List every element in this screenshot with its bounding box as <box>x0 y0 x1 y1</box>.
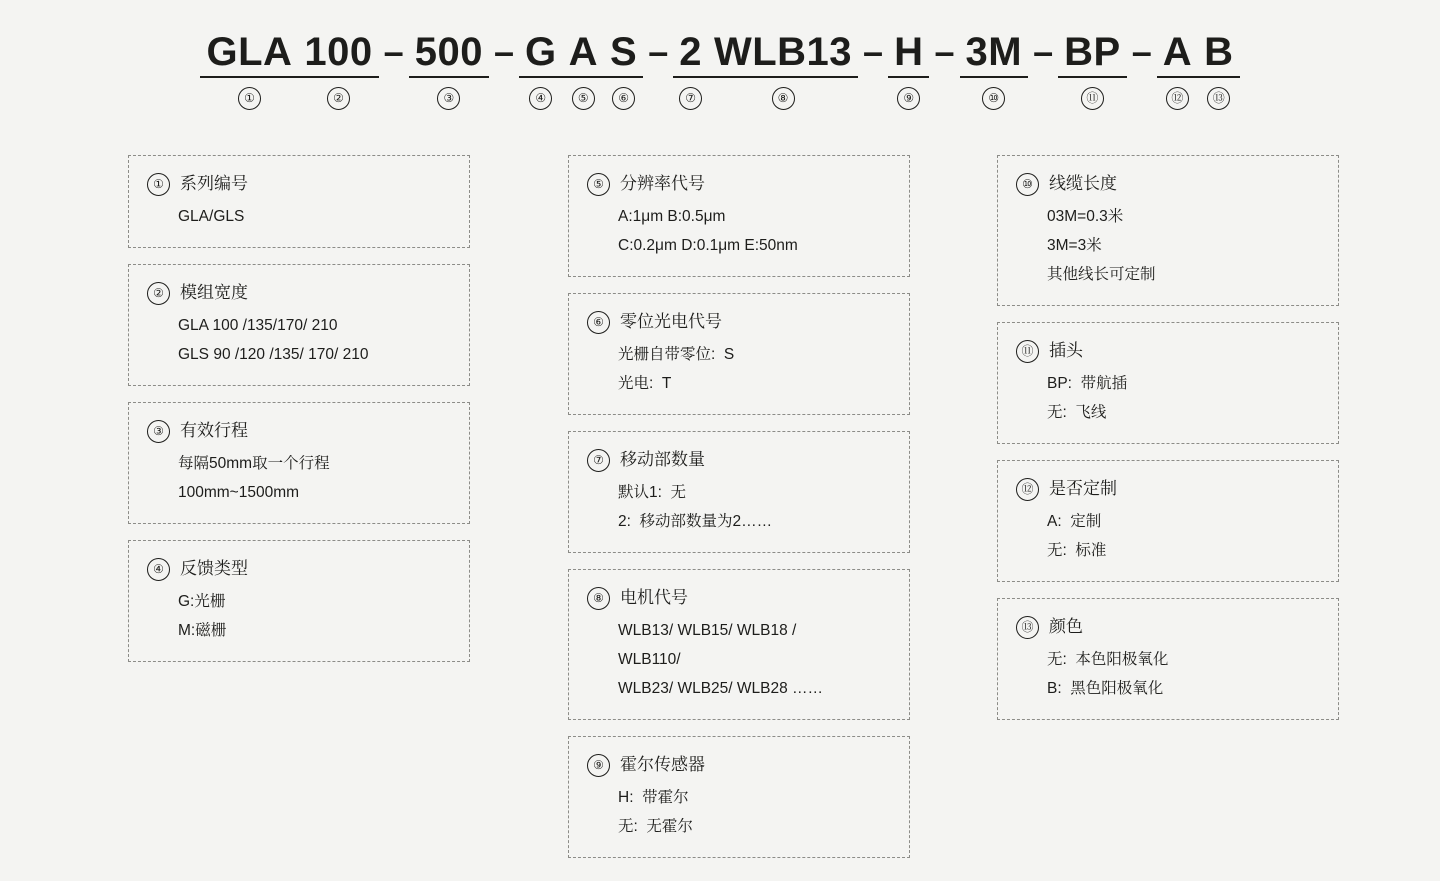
legend-box-header <box>147 419 451 443</box>
legend-box-title: 模组宽度 <box>180 283 248 302</box>
legend-box-line: WLB110/ <box>618 651 681 668</box>
code-index-marker: ④ <box>529 87 552 110</box>
code-token: GLA <box>200 28 298 78</box>
code-token: A <box>1157 28 1198 78</box>
code-index-marker: ⑪ <box>1081 87 1104 110</box>
code-separator-dash: – <box>934 31 955 72</box>
code-separator-dash: – <box>493 31 514 72</box>
code-token: 2 <box>673 28 708 78</box>
legend-index-marker: ⑪ <box>1016 340 1039 363</box>
code-segment-7 <box>673 28 708 110</box>
legend-index-marker: ③ <box>147 420 170 443</box>
legend-box-header <box>147 172 451 196</box>
legend-box-header <box>587 310 891 334</box>
legend-box-title: 有效行程 <box>180 421 248 440</box>
code-index-marker: ① <box>238 87 261 110</box>
legend-index-marker: ⑤ <box>587 173 610 196</box>
code-token: 500 <box>409 28 489 78</box>
legend-box-line: WLB23/ WLB25/ WLB28 …… <box>618 680 824 697</box>
legend-box-title: 零位光电代号 <box>620 312 722 331</box>
legend-box-title: 分辨率代号 <box>620 174 705 193</box>
legend-index-marker: ⑨ <box>587 754 610 777</box>
code-token: S <box>604 28 643 78</box>
legend-box <box>568 736 910 858</box>
legend-box <box>568 431 910 553</box>
legend-column-2 <box>568 155 910 874</box>
legend-box-line: 无: 无霍尔 <box>618 818 693 835</box>
legend-index-marker: ⑦ <box>587 449 610 472</box>
legend-box <box>997 460 1339 582</box>
code-token: WLB13 <box>708 28 858 78</box>
legend-box-line: 3M=3米 <box>1047 237 1102 254</box>
legend-box-header <box>1016 615 1320 639</box>
code-token: 100 <box>298 28 378 78</box>
code-separator-dash: – <box>648 31 669 72</box>
code-separator-dash: – <box>1033 31 1054 72</box>
code-segment-3 <box>409 28 489 110</box>
code-token: 3M <box>960 28 1029 78</box>
legend-box-title: 颜色 <box>1049 617 1083 636</box>
code-segment-13 <box>1198 28 1239 110</box>
legend-index-marker: ⑬ <box>1016 616 1039 639</box>
legend-index-marker: ⑧ <box>587 587 610 610</box>
code-index-marker: ⑧ <box>772 87 795 110</box>
legend-index-marker: ⑩ <box>1016 173 1039 196</box>
code-token: G <box>519 28 563 78</box>
legend-box-title: 线缆长度 <box>1049 174 1117 193</box>
code-segment-10 <box>960 28 1029 110</box>
code-separator-dash: – <box>1131 31 1152 72</box>
code-token: BP <box>1058 28 1127 78</box>
legend-box <box>128 155 470 248</box>
legend-box-title: 插头 <box>1049 341 1083 360</box>
legend-box-header <box>587 586 891 610</box>
legend-index-marker: ⑥ <box>587 311 610 334</box>
legend-box-line: 每隔50mm取一个行程 <box>178 455 330 472</box>
code-index-marker: ② <box>327 87 350 110</box>
legend-box <box>128 402 470 524</box>
code-segment-11 <box>1058 28 1127 110</box>
legend-index-marker: ② <box>147 282 170 305</box>
legend-box <box>997 322 1339 444</box>
code-separator-dash: – <box>863 31 884 72</box>
code-index-marker: ⑬ <box>1207 87 1230 110</box>
code-segment-12 <box>1157 28 1198 110</box>
legend-box-line: 无: 本色阳极氧化 <box>1047 651 1169 668</box>
legend-box-title: 是否定制 <box>1049 479 1117 498</box>
legend-box-line: 默认1: 无 <box>618 484 687 501</box>
legend-box-title: 系列编号 <box>180 174 248 193</box>
model-code-line <box>0 28 1440 128</box>
legend-box-title: 反馈类型 <box>180 559 248 578</box>
legend-box-header <box>147 281 451 305</box>
code-index-marker: ⑨ <box>897 87 920 110</box>
legend-box-line: H: 带霍尔 <box>618 789 689 806</box>
legend-box-line: G:光栅 <box>178 593 226 610</box>
code-index-marker: ⑩ <box>982 87 1005 110</box>
legend-box-header <box>1016 477 1320 501</box>
code-token: B <box>1198 28 1239 78</box>
code-segment-4 <box>519 28 563 110</box>
code-separator-dash: – <box>383 31 404 72</box>
legend-box-line: 无: 标准 <box>1047 542 1107 559</box>
legend-box-header <box>587 172 891 196</box>
legend-box-line: A:1μm B:0.5μm <box>618 208 726 225</box>
code-segment-6 <box>604 28 643 110</box>
legend-box <box>568 155 910 277</box>
legend-box-title: 霍尔传感器 <box>620 755 705 774</box>
legend-box-title: 移动部数量 <box>620 450 705 469</box>
legend-box-header <box>587 753 891 777</box>
code-token: H <box>888 28 929 78</box>
legend-box-line: M:磁栅 <box>178 622 227 639</box>
legend-box-title: 电机代号 <box>620 588 688 607</box>
legend-box-line: GLA/GLS <box>178 208 245 225</box>
legend-box-line: GLA 100 /135/170/ 210 <box>178 317 338 334</box>
legend-box <box>997 598 1339 720</box>
legend-box-header <box>1016 339 1320 363</box>
legend-box-header <box>587 448 891 472</box>
legend-box-header <box>147 557 451 581</box>
code-token: A <box>563 28 604 78</box>
legend-box-line: 2: 移动部数量为2…… <box>618 513 773 530</box>
legend-index-marker: ① <box>147 173 170 196</box>
code-index-marker: ⑦ <box>679 87 702 110</box>
code-segment-1 <box>200 28 298 110</box>
code-segment-2 <box>298 28 378 110</box>
legend-box <box>568 569 910 720</box>
code-index-marker: ⑥ <box>612 87 635 110</box>
code-index-marker: ⑫ <box>1166 87 1189 110</box>
legend-box <box>128 264 470 386</box>
legend-box-line: WLB13/ WLB15/ WLB18 / <box>618 622 797 639</box>
code-segment-8 <box>708 28 858 110</box>
legend-box-line: A: 定制 <box>1047 513 1102 530</box>
legend-index-marker: ⑫ <box>1016 478 1039 501</box>
legend-column-1 <box>128 155 470 678</box>
legend-box-line: GLS 90 /120 /135/ 170/ 210 <box>178 346 369 363</box>
code-segment-9 <box>888 28 929 110</box>
legend-box-line: 光电: T <box>618 375 672 392</box>
legend-box <box>128 540 470 662</box>
legend-column-3 <box>997 155 1339 736</box>
legend-box-line: 03M=0.3米 <box>1047 208 1124 225</box>
legend-box-line: 无: 飞线 <box>1047 404 1107 421</box>
legend-index-marker: ④ <box>147 558 170 581</box>
legend-box-line: B: 黑色阳极氧化 <box>1047 680 1164 697</box>
code-segment-5 <box>563 28 604 110</box>
legend-box-line: BP: 带航插 <box>1047 375 1128 392</box>
legend-box-header <box>1016 172 1320 196</box>
legend-box-line: 其他线长可定制 <box>1047 266 1156 283</box>
code-index-marker: ③ <box>437 87 460 110</box>
legend-box-line: 100mm~1500mm <box>178 484 300 501</box>
legend-box-line: C:0.2μm D:0.1μm E:50nm <box>618 237 798 254</box>
code-index-marker: ⑤ <box>572 87 595 110</box>
legend-box-line: 光栅自带零位: S <box>618 346 735 363</box>
legend-box <box>568 293 910 415</box>
legend-box <box>997 155 1339 306</box>
